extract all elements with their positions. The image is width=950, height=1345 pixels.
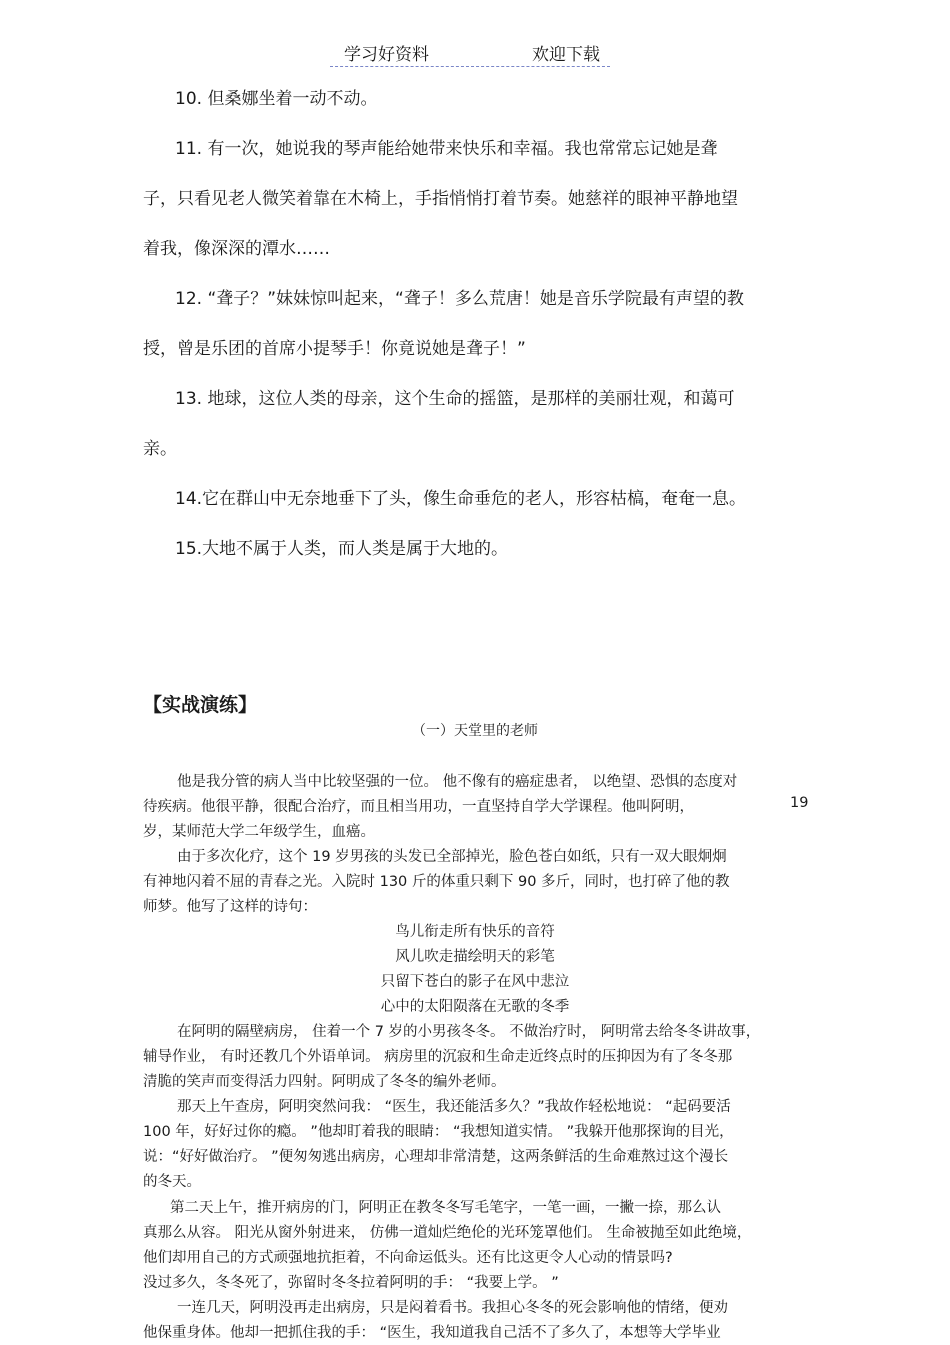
para1-line3: 岁，某师范大学二年级学生，血癌。 <box>143 824 375 840</box>
section-heading: 【实战演练】 <box>143 694 258 716</box>
para2-line3: 师梦。他写了这样的诗句： <box>143 899 317 915</box>
para4-line4: 的冬天。 <box>143 1174 201 1190</box>
para3-line2: 辅导作业， 有时还教几个外语单词。 病房里的沉寂和生命走近终点时的压抑因为有了冬冬那 <box>143 1049 733 1065</box>
para4-line3: 说：“好好做治疗。 ”便匆匆逃出病房，心理却非常清楚，这两条鲜活的生命难熬过这个漫长 <box>143 1149 729 1165</box>
para1-age: 19 <box>790 795 809 811</box>
para1-line1: 他是我分管的病人当中比较坚强的一位。 他不像有的癌症患者， 以绝望、恐惧的态度对 <box>177 774 738 790</box>
poem-line1: 鸟儿衔走所有快乐的音符 <box>395 924 555 940</box>
article-subtitle: （一）天堂里的老师 <box>412 723 538 739</box>
para5-line1: 第二天上午，推开病房的门，阿明正在教冬冬写毛笔字，一笔一画，一撇一捺，那么认 <box>170 1200 721 1216</box>
line-11-cont: 子，只看见老人微笑着靠在木椅上，手指悄悄打着节奏。她慈祥的眼神平静地望 <box>143 189 738 209</box>
para5-line2: 真那么从容。 阳光从窗外射进来， 仿佛一道灿烂绝伦的光环笼罩他们。 生命被抛至如此绝境， <box>143 1225 752 1241</box>
line-13: 13. 地球，这位人类的母亲，这个生命的摇篮，是那样的美丽壮观，和蔼可 <box>175 389 735 409</box>
line-13-cont: 亲。 <box>143 439 177 459</box>
para3-line3: 清脆的笑声而变得活力四射。阿明成了冬冬的编外老师。 <box>143 1074 506 1090</box>
line-10: 10. 但桑娜坐着一动不动。 <box>175 89 378 109</box>
para4-line2: 100 年，好好过你的瘾。 ”他却盯着我的眼睛： “我想知道实情。 ”我躲开他那探询的目光， <box>143 1124 734 1140</box>
para5-line4: 没过多久，冬冬死了，弥留时冬冬拉着阿明的手： “我要上学。 ” <box>143 1275 559 1291</box>
line-14: 14.它在群山中无奈地垂下了头，像生命垂危的老人，形容枯槁，奄奄一息。 <box>175 489 747 509</box>
para2-line1: 由于多次化疗，这个 19 岁男孩的头发已全部掉光，脸色苍白如纸，只有一双大眼炯炯 <box>177 849 727 865</box>
para4-line1: 那天上午查房，阿明突然问我： “医生，我还能活多久？”我故作轻松地说： “起码要活 <box>177 1099 731 1115</box>
line-11-end: 着我，像深深的潭水…… <box>143 239 330 259</box>
para6-line2: 他保重身体。他却一把抓住我的手： “医生，我知道我自己活不了多久了，本想等大学毕业 <box>143 1325 721 1341</box>
line-15: 15.大地不属于人类，而人类是属于大地的。 <box>175 539 509 559</box>
para1-line2: 待疾病。他很平静，很配合治疗，而且相当用功，一直坚持自学大学课程。他叫阿明， <box>143 799 694 815</box>
poem-line2: 风儿吹走描绘明天的彩笔 <box>395 949 555 965</box>
para3-line1: 在阿明的隔壁病房， 住着一个 7 岁的小男孩冬冬。 不做治疗时， 阿明常去给冬冬讲故事， <box>177 1024 761 1040</box>
para2-line2: 有神地闪着不屈的青春之光。入院时 130 斤的体重只剩下 90 多斤，同时，也打碎了他的教 <box>143 874 730 890</box>
header-right: 欢迎下载 <box>532 45 600 65</box>
line-11: 11. 有一次，她说我的琴声能给她带来快乐和幸福。我也常常忘记她是聋 <box>175 139 718 159</box>
poem-line4: 心中的太阳陨落在无歌的冬季 <box>380 999 570 1015</box>
para6-line1: 一连几天，阿明没再走出病房，只是闷着看书。我担心冬冬的死会影响他的情绪，便劝 <box>177 1300 728 1316</box>
line-12: 12. “聋子？”妹妹惊叫起来，“聋子！多么荒唐！她是音乐学院最有声望的教 <box>175 289 744 309</box>
header-left: 学习好资料 <box>344 45 429 65</box>
para5-line3: 他们却用自己的方式顽强地抗拒着，不向命运低头。还有比这更令人心动的情景吗? <box>143 1250 673 1266</box>
line-12-cont: 授，曾是乐团的首席小提琴手！你竟说她是聋子！” <box>143 339 526 359</box>
poem-line3: 只留下苍白的影子在风中悲泣 <box>380 974 570 990</box>
page-header <box>330 40 610 67</box>
